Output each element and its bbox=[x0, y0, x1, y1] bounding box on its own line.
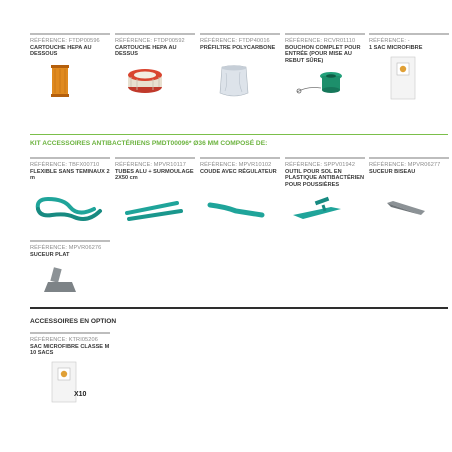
cartridge-orange-icon bbox=[30, 63, 110, 109]
flexible-hose-icon bbox=[30, 191, 110, 237]
card-divider bbox=[200, 33, 280, 35]
elbow-icon bbox=[200, 191, 280, 237]
product-name: CARTOUCHE HEPA AU DESSUS bbox=[115, 45, 177, 58]
crevice-nozzle-icon bbox=[369, 191, 449, 237]
product-card-flexible bbox=[30, 157, 110, 182]
card-divider bbox=[285, 157, 365, 159]
floor-tool-icon bbox=[285, 191, 365, 237]
card-divider bbox=[30, 157, 110, 159]
product-name: COUDE AVEC RÉGULATEUR bbox=[200, 169, 277, 175]
product-name: TUBES ALU + SURMOULAGE 2X50 cm bbox=[115, 169, 194, 182]
product-card-coude bbox=[200, 157, 280, 175]
options-section-title: ACCESSOIRES EN OPTION bbox=[30, 318, 117, 325]
prefilter-bag-icon bbox=[200, 63, 280, 109]
product-reference: RÉFÉRENCE: FTDP00596 bbox=[30, 38, 100, 44]
card-divider bbox=[30, 332, 110, 334]
section-divider bbox=[30, 307, 448, 309]
product-card-tubes bbox=[115, 157, 195, 182]
product-card-suceur-biseau bbox=[369, 157, 449, 175]
product-card-bouchon bbox=[285, 33, 365, 64]
product-name: SAC MICROFIBRE CLASSE M 10 SACS bbox=[30, 344, 110, 357]
product-reference: RÉFÉRENCE: FTDP00592 bbox=[115, 38, 185, 44]
product-reference: RÉFÉRENCE: SPPV01942 bbox=[285, 162, 356, 168]
product-reference: RÉFÉRENCE: MPVR10117 bbox=[115, 162, 186, 168]
green-cap-icon bbox=[285, 66, 365, 112]
product-name: CARTOUCHE HEPA AU DESSOUS bbox=[30, 45, 92, 58]
flat-nozzle-icon bbox=[30, 262, 110, 308]
product-name: 1 SAC MICROFIBRE bbox=[369, 45, 423, 51]
card-divider bbox=[30, 33, 110, 35]
card-divider bbox=[369, 33, 449, 35]
product-name: OUTIL POUR SOL EN PLASTIQUE ANTIBACTÉRIEN POUR POUSSIÈRES bbox=[285, 169, 365, 188]
product-name: SUCEUR PLAT bbox=[30, 252, 70, 258]
product-card-cartouche-dessus bbox=[115, 33, 195, 58]
section-divider bbox=[30, 134, 448, 135]
card-divider bbox=[369, 157, 449, 159]
quantity-label: X10 bbox=[74, 391, 87, 398]
kit-section-title: KIT ACCESSOIRES ANTIBACTÉRIENS PMDT00096* Ø36 MM COMPOSÉ DE: bbox=[30, 140, 268, 147]
card-divider bbox=[30, 240, 110, 242]
product-name: FLEXIBLE SANS TEMINAUX 2 m bbox=[30, 169, 110, 182]
product-name: PRÉFILTRE POLYCARBONE bbox=[200, 45, 276, 51]
product-name: SUCEUR BISEAU bbox=[369, 169, 416, 175]
tubes-icon bbox=[115, 191, 195, 237]
microfiber-bag-icon bbox=[30, 360, 110, 406]
card-divider bbox=[200, 157, 280, 159]
card-divider bbox=[115, 157, 195, 159]
product-reference: RÉFÉRENCE: FTDP40016 bbox=[200, 38, 270, 44]
card-divider bbox=[285, 33, 365, 35]
product-reference: RÉFÉRENCE: MPVR06277 bbox=[369, 162, 441, 168]
product-card-cartouche-dessous bbox=[30, 33, 110, 58]
product-reference: RÉFÉRENCE: TBFX00710 bbox=[30, 162, 100, 168]
hepa-filter-red-icon bbox=[115, 63, 195, 109]
product-reference: RÉFÉRENCE: MPVR10102 bbox=[200, 162, 272, 168]
product-card-suceur-plat bbox=[30, 240, 110, 258]
microfiber-bag-icon bbox=[369, 55, 449, 101]
product-reference: RÉFÉRENCE: KTRI05206 bbox=[30, 337, 98, 343]
product-reference: RÉFÉRENCE: RCVR01110 bbox=[285, 38, 356, 44]
product-card-prefiltre bbox=[200, 33, 280, 51]
product-card-sac-classe-m bbox=[30, 332, 110, 357]
card-divider bbox=[115, 33, 195, 35]
product-card-sac-microfibre bbox=[369, 33, 449, 51]
product-card-outil-sol bbox=[285, 157, 365, 188]
product-name: BOUCHON COMPLET POUR ENTRÉE (POUR MISE AU REBUT SÛRE) bbox=[285, 45, 361, 64]
product-reference: RÉFÉRENCE: - bbox=[369, 38, 410, 44]
product-reference: RÉFÉRENCE: MPVR06276 bbox=[30, 245, 102, 251]
